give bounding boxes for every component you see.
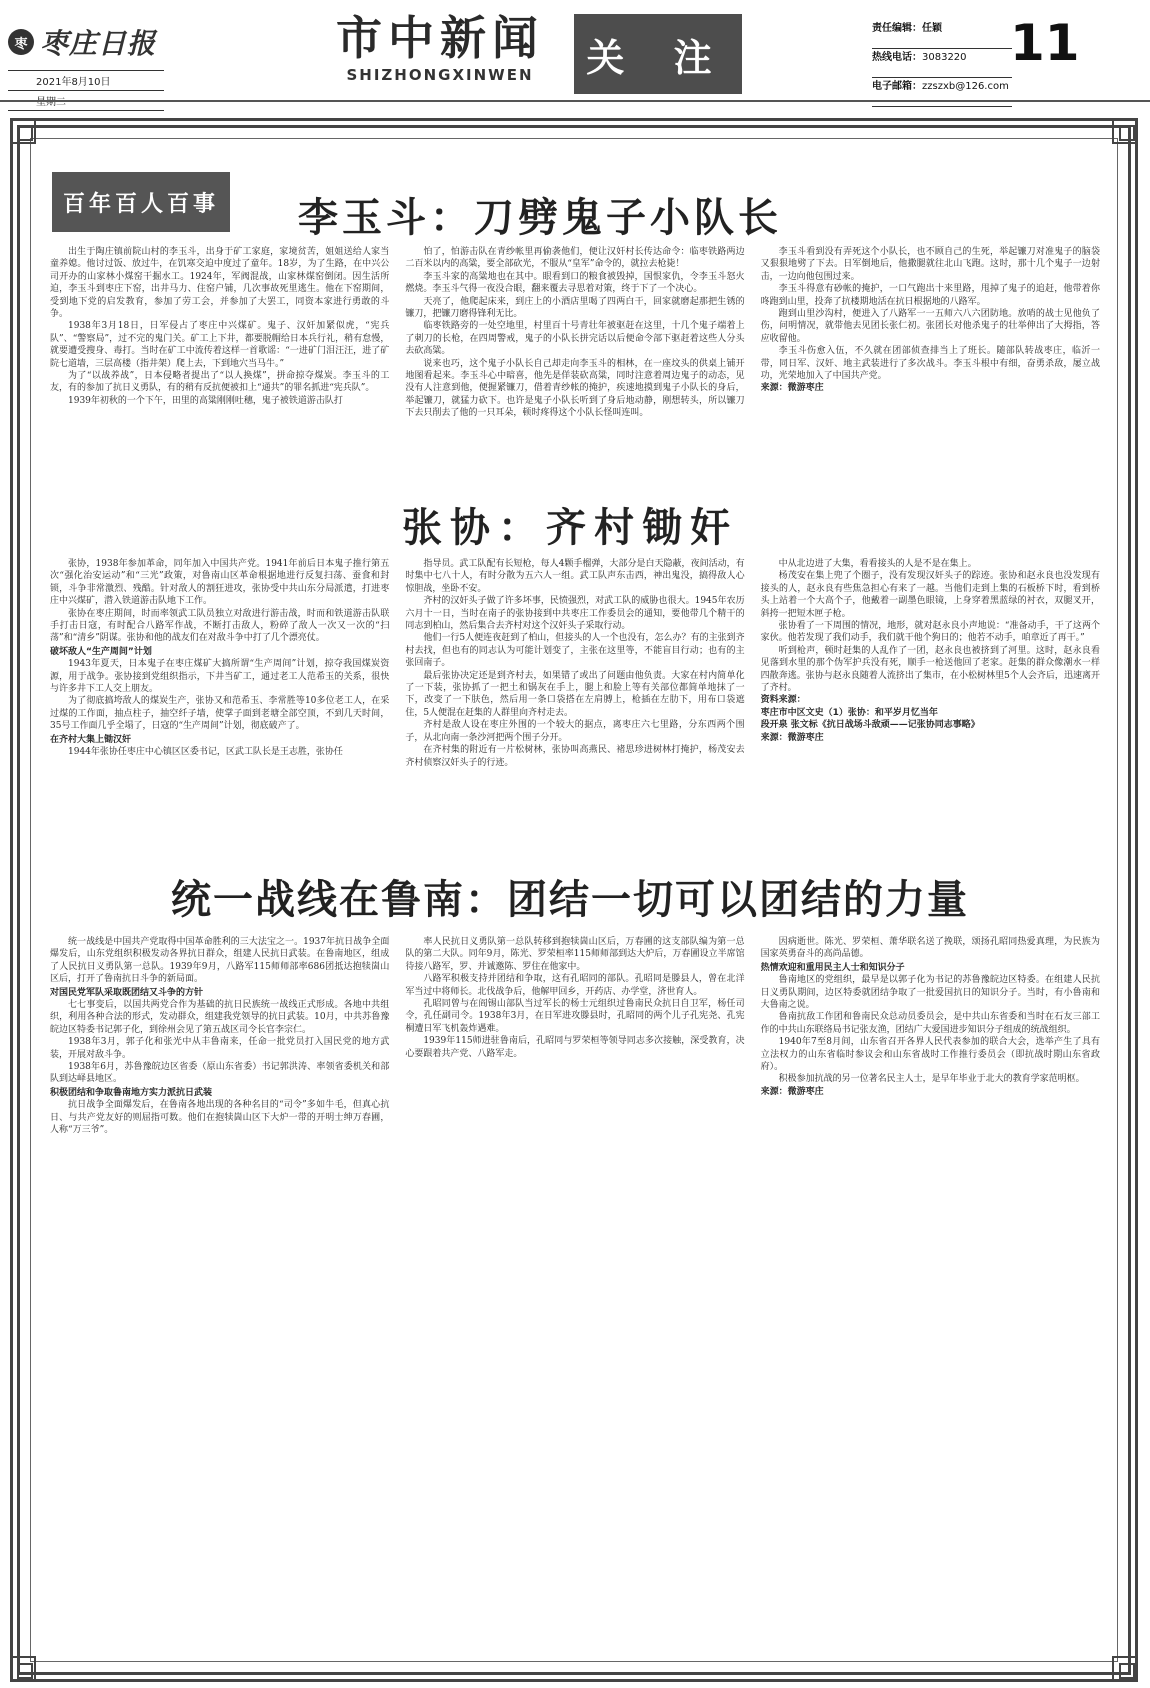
article-body <box>50 558 1100 846</box>
issue-weekday: 星期二 <box>8 91 164 111</box>
article-column <box>405 246 744 468</box>
paragraph: 1939年115师进驻鲁南后，孔昭同与罗荣桓等领导同志多次接触，深受教育，决心要跟着共产党、八路军走。 <box>405 1036 745 1059</box>
section-subheading: 在齐村大集上锄汉奸 <box>50 734 132 745</box>
paragraph: 1944年张协任枣庄中心镇区区委书记，区武工队长是王志胜，张协任 <box>68 747 343 758</box>
paragraph: 指导员。武工队配有长短枪，每人4颗手榴弹，大部分是白天隐蔽，夜间活动，有时集中七八十人，有时分散为五六人一组。武工队声东击西，神出鬼没，搞得敌人心惊胆战，坐卧不安。 <box>405 559 745 594</box>
paragraph: 杨茂安在集上兜了个圈子，没有发现汉奸头子的踪迹。张协和赵永良也没发现有接头的人，赵永良有些焦急担心有来了一越。当他们走到上集的石板桥下时，看到桥头上站着一个大高个子，他戴着一副墨色眼镜，上身穿着黑蓝绿的衬衣，双腿叉开，斜挎一把短木匣子枪。 <box>760 571 1100 619</box>
paragraph: 鲁南抗敌工作团和鲁南民众总动员委员会，是中共山东省委和当时在石友三部工作的中共山东联络局书记张友渔，团结广大爱国进步知识分子组成的统战组织。 <box>760 1012 1100 1035</box>
paragraph: 听到枪声，顿时赶集的人乱作了一团，赵永良也被挤到了河里。这时，赵永良看见落到水里的那个伪军护兵没有死，顺手一枪送他回了老家。赶集的群众像潮水一样四散奔逃。张协与赵永良随着人流挤出了集市，在小松树林里5个人会齐后，迅速离开了齐村。 <box>760 645 1100 694</box>
article-column <box>50 558 389 846</box>
section-title <box>320 10 560 84</box>
paragraph: 在齐村集的附近有一片松树林，张协叫高燕民、褚思珍进树林打掩护，杨茂安去齐村侦察汉奸头子的行迹。 <box>405 745 745 768</box>
paragraph: 李玉斗看到没有弄死这个小队长，也不顾自己的生死，举起镰刀对准鬼子的脑袋又狠狠地劈了下去。日军倒地后，他撒腿就往北山飞跑。这时，那十几个鬼子一边射击，一边向他包围过来。 <box>760 247 1100 282</box>
issue-date: 2021年8月10日 <box>8 71 164 91</box>
article-column <box>761 558 1100 846</box>
editor-label: 责任编辑： <box>872 23 922 34</box>
article-source: 来源：微游枣庄 <box>760 732 824 743</box>
paragraph: 率人民抗日义勇队第一总队转移到抱犊崮山区后，万春圃的这支部队编为第一总队的第二大队。同年9月，陈光、罗荣桓率115师师部到达大炉后，万春圃设立半席馆待接八路军，罗、并诚邀陈、罗住在他家中。 <box>405 937 745 972</box>
section-subheading: 破坏敌人“生产周间”计划 <box>50 646 152 657</box>
article-column <box>50 246 389 468</box>
hotline-label: 热线电话： <box>872 52 922 63</box>
paragraph: 齐村的汉奸头子做了许多坏事，民愤强烈，对武工队的威胁也很大。1945年农历六月十一日，当时在南子的张协接到中共枣庄工作委员会的通知，要他带几个精干的同志到柏山，然后集合去齐村对这个汉奸头子采取行动。 <box>405 596 745 632</box>
paragraph: 李玉斗家的高粱地也在其中。眼看到口的粮食被毁掉，国恨家仇，令李玉斗怒火燃烧。李玉斗气得一夜没合眼，翻来覆去寻思着对策，终于下了一个决心。 <box>405 271 745 295</box>
article-column <box>50 936 389 1652</box>
source-label: 资料来源： <box>760 695 806 706</box>
paragraph: 为了“以战养战”，日本侵略者提出了“以人换煤”，拼命掠夺煤炭。李玉斗的工友，有的参加了抗日义勇队，有的稍有反抗便被扣上“通共”的罪名抓进“宪兵队”。 <box>50 371 390 394</box>
paragraph: 孔昭同曾与在阎锡山部队当过军长的杨士元组织过鲁南民众抗日自卫军，杨任司令，孔任副司令。1938年3月，在日军进攻滕县时，孔昭同的两个儿子孔宪尧、孔宪桐遭日军飞机轰炸遇难。 <box>405 999 745 1034</box>
paragraph: 为了彻底搞垮敌人的煤炭生产，张协又和范希玉、李常胜等10多位老工人，在采过煤的工作面，抽点柱子，抽空纤子墙，使掌子面到老塘全部空顶，不到几天时间，35号工作面几乎全塌了，日寇的“生产周间”计划，彻底破产了。 <box>50 696 390 732</box>
paragraph: 最后张协决定还是到齐村去，如果错了或出了问题由他负责。大家在村内简单化了一下装，张协抓了一把土和锅灰在手上，腿上和脸上等有关部位都简单地抹了一下，改变了一下肤色，然后用一条口袋搭在左肩膊上，枪插在左肋下，用布口袋遮住，5人便混在赶集的人群里向齐村走去。 <box>405 670 745 718</box>
section-name: 市中新闻 <box>336 11 544 65</box>
paragraph: 1938年6月，苏鲁豫皖边区省委（原山东省委）书记郭洪涛、率领省委机关和部队到达峄县地区。 <box>50 1062 390 1085</box>
email-label: 电子邮箱： <box>872 81 922 92</box>
source-reference: 枣庄市中区文史（1）张协：和平岁月忆当年 <box>760 707 938 718</box>
paragraph: 八路军积极支持并团结和争取，这有孔昭同的部队。孔昭同是滕县人，曾在北洋军当过中将师长。北伐战争后，他解甲回乡，开药店、办学堂，济世育人。 <box>405 974 745 997</box>
article-headline[interactable]: 李玉斗：刀劈鬼子小队长 <box>298 195 782 241</box>
section-subheading: 对国民党军队采取既团结又斗争的方针 <box>50 987 204 998</box>
paragraph: 鲁南地区的党组织，最早是以郭子化为书记的苏鲁豫皖边区特委。在组建人民抗日义勇队期间，边区特委就团结争取了一批爱国抗日的知识分子。当时，有小鲁南和大鲁南之说。 <box>760 975 1100 1011</box>
frame-corner-ornament-icon <box>1112 118 1138 144</box>
page-number: 11 <box>1010 14 1080 72</box>
paragraph: 临枣铁路旁的一处空地里，村里百十号青壮年被驱赶在这里，十几个鬼子端着上了刺刀的长枪，在四周警戒，鬼子的小队长拼完话以后便命令部下驱赶着这些人分头去砍高粱。 <box>405 321 745 357</box>
article-column <box>405 558 744 846</box>
contact-info <box>872 20 1012 107</box>
masthead-divider <box>0 100 1150 102</box>
hotline-number: 3083220 <box>922 52 967 63</box>
frame-corner-ornament-icon <box>1112 1656 1138 1682</box>
article-source: 来源：微游枣庄 <box>760 383 824 394</box>
paragraph: 抗日战争全面爆发后，在鲁南各地出现的各种名目的“司令”多如牛毛，但真心抗日、与共产党友好的则屈指可数。他们在抱犊崮山区下大炉一带的开明士绅万春圃，人称“万三爷”。 <box>50 1100 390 1136</box>
article-headline[interactable]: 张协：齐村锄奸 <box>402 505 738 551</box>
paragraph: 天亮了，他爬起床来，到庄上的小酒店里喝了四两白干，回家就磨起那把生锈的镰刀，把镰刀磨得锋利无比。 <box>405 296 745 320</box>
focus-section-tab[interactable]: 关 注 <box>574 14 742 94</box>
column-banner: 百年百人百事 <box>52 172 230 232</box>
paragraph: 他们一行5人便连夜赶到了柏山，但接头的人一个也没有，怎么办？有的主张到齐村去找，但也有的同志认为可能计划变了，主张在这里等，不能盲目行动；也有的主张回南子。 <box>405 633 745 669</box>
paragraph: 说来也巧，这个鬼子小队长自己却走向李玉斗的相林，在一座坟头的供桌上铺开地图看起来。李玉斗心中暗喜，他先是佯装砍高粱，同时注意着周边鬼子的动态，见没有人注意到他，便握紧镰刀，借着青纱帐的掩护，疾速地摸到鬼子小队长的身后，举起镰刀，就猛力砍下。也许是鬼子小队长听到了身后地动静，刚想转头，所以镰刀下去只削去了他的一只耳朵，顿时疼得这个小队长怪叫连叫。 <box>405 358 745 419</box>
paragraph: 李玉斗得意有砂帐的掩护，一口气跑出十来里路，甩掉了鬼子的追赶，他带着你咚跑到山里，投奔了抗楼期地活在抗日根据地的八路军。 <box>760 284 1100 307</box>
frame-corner-ornament-icon <box>10 1656 36 1682</box>
paragraph: 积极参加抗战的另一位著名民主人士，是早年毕业于北大的教育学家范明枢。 <box>778 1074 1085 1085</box>
article-column <box>761 936 1100 1652</box>
frame-corner-ornament-icon <box>10 118 36 144</box>
date-box <box>8 70 164 111</box>
newspaper-name: 枣庄日报 <box>40 27 157 60</box>
paragraph: 张协看了一下周围的情况，地形，就对赵永良小声地说：“准备动手，干了这两个家伙。他若发现了我们动手，我们就干他个狗日的；他若不动手，咱章近了再干。” <box>760 621 1100 644</box>
email-line <box>872 78 1012 107</box>
masthead <box>0 0 1150 112</box>
editor-line <box>872 20 1012 49</box>
paragraph: 中从北边进了大集，看看接头的人是不是在集上。 <box>778 559 977 569</box>
paragraph: 张协在枣庄期间，时而率领武工队员独立对敌进行游击战，时而和铁道游击队联手打击日寇，有时配合八路军作战，不断打击敌人，粉碎了敌人一次又一次的“扫荡”和“清乡”阴谋。张协和他的战友们在对敌斗争中打了几个漂亮仗。 <box>50 608 390 644</box>
paragraph: 1939年初秋的一个下午，田里的高粱刚刚吐穗，鬼子被铁道游击队打 <box>68 395 343 406</box>
hotline-line <box>872 49 1012 78</box>
source-reference: 段开泉 张文标《抗日战场斗敌顽——记张协同志事略》 <box>760 720 980 731</box>
paragraph: 出生于陶庄镇前院山村的李玉斗，出身于矿工家庭，家境贫苦，姐姐送给人家当童养媳。他讨过饭、放过牛，在饥寒交迫中度过了童年。18岁，为了生路，在中兴公司开办的山家林小煤窑干掘水工。1924年，军阀混战，山家林煤窑倒闭。因生活所迫，李玉斗到枣庄下窑，出井马力、住窑户铺，几次事故死里逃生。他在下窑期间，受到地下党的启发教育，参加了劳工会，并参加了大罢工，同资本家进行勇敢的斗争。 <box>50 247 390 320</box>
article-column <box>761 246 1100 468</box>
article-body <box>50 246 1100 468</box>
paragraph: 1938年3月，郭子化和张光中从丰鲁南来，任命一批党员打入国民党的地方武装，开展对敌斗争。 <box>50 1037 390 1060</box>
newspaper-logo[interactable] <box>8 22 156 62</box>
paragraph: 1943年夏天，日本鬼子在枣庄煤矿大搞所谓“生产周间”计划，掠夺我国煤炭资源，用于战争。张协接到党组织指示，下井当矿工，通过老工人范希玉的关系，很快与许多井下工人交上朋友。 <box>50 659 390 695</box>
section-subheading: 积极团结和争取鲁南地方实力派抗日武装 <box>50 1087 213 1098</box>
paragraph: 跑到山里沙沟村，便进入了八路军一一五师六八六团防地。放哨的战士见他负了伤，问明情况，就带他去见团长张仁初。张团长对他杀鬼子的壮举伸出了大拇指，答应收留他。 <box>760 309 1100 344</box>
paragraph: 张协，1938年参加革命，同年加入中国共产党。1941年前后日本鬼子推行第五次“强化治安运动”和“三光”政策，对鲁南山区革命根据地进行反复扫荡、蚕食和封锁，斗争非常激烈、残酷。针对敌人的割狂进攻，张协受中共山东分局派遣，打进枣庄中兴煤矿，潜入铁道游击队地下工作。 <box>50 559 390 607</box>
paragraph: 怕了，怕游击队在青纱帐里再偷袭他们，便让汉奸村长传达命令：临枣铁路两边二百米以内的高粱，要全部砍光，不服从“皇军”命令的，就拉去枪毙！ <box>405 247 745 270</box>
paragraph: 齐村是敌人设在枣庄外围的一个较大的据点，离枣庄六七里路，分东西两个围子，从北向南一条沙河把两个围子分开。 <box>405 720 745 743</box>
newspaper-logo-icon: 枣 <box>8 29 34 55</box>
article-headline[interactable]: 统一战线在鲁南：团结一切可以团结的力量 <box>171 877 969 923</box>
paragraph: 1938年3月18日，日军侵占了枣庄中兴煤矿。鬼子、汉奸加紧似虎，“宪兵队”、“警察局”，过不完的鬼门关。矿工上下井，都要脱帽给日本兵行礼，稍有怠慢，就要遭受搜身、毒打。当时在矿工中流传着这样一首歌谣：“一进矿门泪汪汪，进了矿院七道墙，三层高楼（指井架）爬上去，下到地穴当马牛。” <box>50 321 390 369</box>
article-column <box>405 936 744 1652</box>
paragraph: 七七事变后，以国共两党合作为基础的抗日民族统一战线正式形成。各地中共组织，利用各种合法的形式，发动群众，组建我党领导的抗日武装。10月，中共苏鲁豫皖边区特委书记郭子化，到徐州会见了第五战区司令长官李宗仁。 <box>50 1000 390 1035</box>
editor-name: 任颖 <box>922 23 942 34</box>
email-address[interactable]: zzszxb@126.com <box>922 81 1009 92</box>
paragraph: 李玉斗伤愈入伍，不久就在团部侦查排当上了班长。随部队转战枣庄，临沂一带，同日军、汉奸、地主武装进行了多次战斗。李玉斗根中有细，奋勇杀敌，屡立战功，光荣地加入了中国共产党。 <box>760 346 1100 382</box>
paragraph: 因病逝世。陈光、罗荣桓、萧华联名送了挽联，颂扬孔昭同热爱真理，为民族为国家英勇奋斗的高尚品德。 <box>760 937 1100 960</box>
paragraph: 1940年7至8月间，山东省召开各界人民代表参加的联合大会，选举产生了具有立法权力的山东省临时参议会和山东省战时工作推行委员会（即抗战时期山东省政府）。 <box>760 1037 1100 1073</box>
article-source: 来源：微游枣庄 <box>760 1086 824 1097</box>
section-subheading: 热情欢迎和重用民主人士和知识分子 <box>760 962 905 973</box>
article-body <box>50 936 1100 1652</box>
section-pinyin: SHIZHONGXINWEN <box>346 66 534 84</box>
paragraph: 统一战线是中国共产党取得中国革命胜利的三大法宝之一。1937年抗日战争全面爆发后，山东党组织积极发动各界抗日群众，组建人民抗日武装。在鲁南地区，组成了人民抗日义勇队第一总队。1939年9月，八路军115师师部率686团抵达抱犊崮山区后，打开了鲁南抗日斗争的新局面。 <box>50 937 390 985</box>
